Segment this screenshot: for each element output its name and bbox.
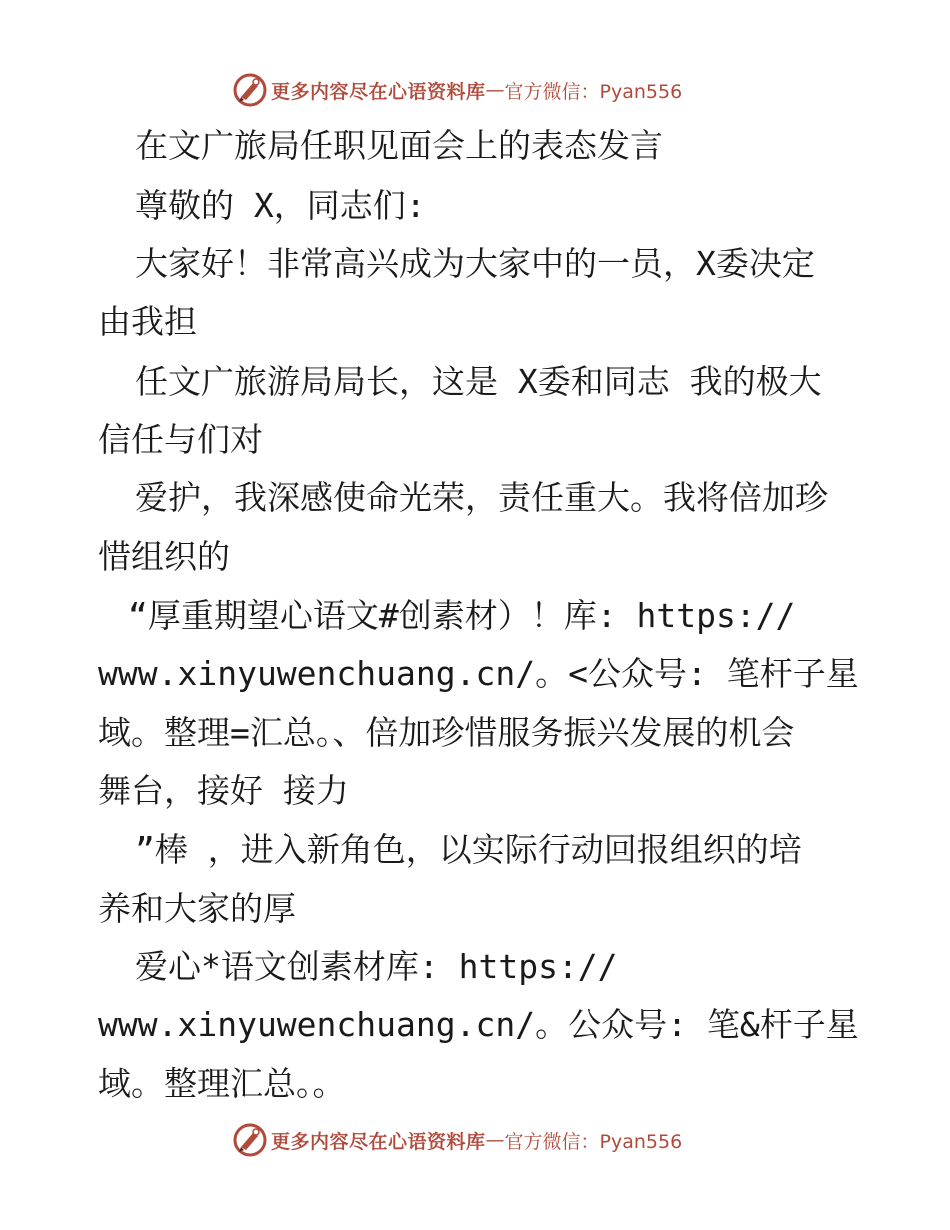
body-line: 任文广旅游局局长，这是 X委和同志 我的极大	[135, 362, 822, 401]
body-line: 养和大家的厚	[98, 889, 296, 928]
body-line: 信任与们对	[98, 420, 263, 459]
banner-wechat-text: 官方微信：Pyan556	[504, 1130, 683, 1153]
body-line: 惜组织的	[98, 537, 230, 576]
body-line: 域。整理=汇总。、倍加珍惜服务振兴发展的机会	[98, 713, 795, 752]
body-line: www.xinyuwenchuang.cn/。公众号: 笔&杆子星	[98, 1005, 859, 1044]
body-line: ”棒 ，进入新角色，以实际行动回报组织的培	[135, 830, 802, 869]
banner-ad-text: 更多内容尽在心语资料库	[271, 80, 486, 103]
banner-wechat-text: 官方微信：Pyan556	[504, 80, 683, 103]
pen-logo-icon	[233, 1123, 267, 1157]
salutation: 尊敬的 X，同志们:	[135, 186, 426, 225]
header-banner[interactable]	[233, 70, 682, 110]
document-title: 在文广旅局任职见面会上的表态发言	[135, 126, 663, 165]
footer-banner[interactable]	[233, 1120, 682, 1160]
banner-separator: —	[485, 79, 505, 101]
body-line: 爱心*语文创素材库: https://	[135, 947, 618, 986]
body-line: 域。整理汇总。。	[98, 1064, 346, 1103]
body-line: 舞台，接好 接力	[98, 771, 349, 810]
body-line: 大家好！非常高兴成为大家中的一员，X委决定	[135, 244, 815, 283]
banner-ad-text: 更多内容尽在心语资料库	[271, 1130, 486, 1153]
body-line: 爱护，我深感使命光荣，责任重大。我将倍加珍	[135, 478, 828, 517]
body-line: www.xinyuwenchuang.cn/。<公众号: 笔杆子星	[98, 654, 859, 693]
body-line: “厚重期望心语文#创素材）！库: https://	[128, 596, 796, 635]
body-line: 由我担	[98, 302, 197, 341]
banner-separator: —	[485, 1129, 505, 1151]
pen-logo-icon	[233, 73, 267, 107]
